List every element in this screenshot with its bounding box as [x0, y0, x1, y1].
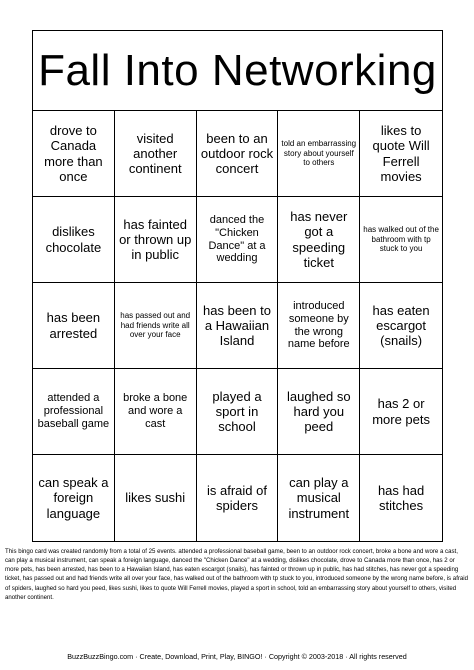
- page-footer: BuzzBuzzBingo.com · Create, Download, Print, Play, BINGO! · Copyright © 2003-2018 · All rights reserved: [67, 652, 407, 661]
- bingo-cell: has walked out of the bathroom with tp stuck to you: [360, 197, 442, 283]
- bingo-cell: can play a musical instrument: [278, 455, 360, 541]
- bingo-cell: has never got a speeding ticket: [278, 197, 360, 283]
- bingo-cell: broke a bone and wore a cast: [115, 369, 197, 455]
- bingo-cell: visited another continent: [115, 111, 197, 197]
- bingo-cell: likes to quote Will Ferrell movies: [360, 111, 442, 197]
- bingo-cell: has 2 or more pets: [360, 369, 442, 455]
- bingo-cell: has had stitches: [377, 482, 425, 513]
- bingo-cell: introduced someone by the wrong name before: [278, 283, 360, 369]
- bingo-cell: been to an outdoor rock concert: [197, 111, 279, 197]
- bingo-card: [32, 30, 443, 542]
- card-description: This bingo card was created randomly from a total of 25 events. attended a professional baseball game, been to an outdoor rock concert, broke a bone and wore a cast, can play a musical instrument, can speak a foreign language, danced the "Chicken Dance" at a wedding, dislikes chocolate, drove to Canada more than once, has 2 or more pets, has been arrested, has been to a Hawaiian Island, has eaten escargot (snails), has fainted or thrown up in public, has had stitches, has never got a speeding ticket, has passed out and had friends write all over your face, has walked out of the bathroom with tp stuck to you, introduced someone by the wrong name before, is afraid of spiders, laughed so hard you peed, likes sushi, likes to quote Will Ferrell movies, played a sport in school, told an embarrassing story about yourself to others, visited another continent.: [5, 548, 469, 601]
- bingo-cell: has been to a Hawaiian Island: [197, 283, 279, 369]
- bingo-cell: drove to Canada more than once: [33, 111, 115, 197]
- bingo-cell: dislikes chocolate: [33, 197, 115, 283]
- bingo-cell: danced the "Chicken Dance" at a wedding: [197, 197, 279, 283]
- bingo-cell: can speak a foreign language: [33, 455, 115, 541]
- bingo-cell: told an embarrassing story about yourself to others: [278, 111, 360, 197]
- bingo-cell: has fainted or thrown up in public: [115, 197, 197, 283]
- bingo-cell: is afraid of spiders: [197, 455, 279, 541]
- bingo-cell: played a sport in school: [197, 369, 279, 455]
- card-title: Fall Into Networking: [33, 31, 442, 111]
- bingo-cell: has passed out and had friends write all over your face: [115, 283, 197, 369]
- bingo-cell: attended a professional baseball game: [33, 369, 115, 455]
- bingo-cell: has been arrested: [33, 283, 115, 369]
- bingo-cell: likes sushi: [115, 455, 197, 541]
- bingo-cell: laughed so hard you peed: [278, 369, 360, 455]
- bingo-grid: [33, 111, 442, 541]
- bingo-cell: has eaten escargot (snails): [360, 283, 442, 369]
